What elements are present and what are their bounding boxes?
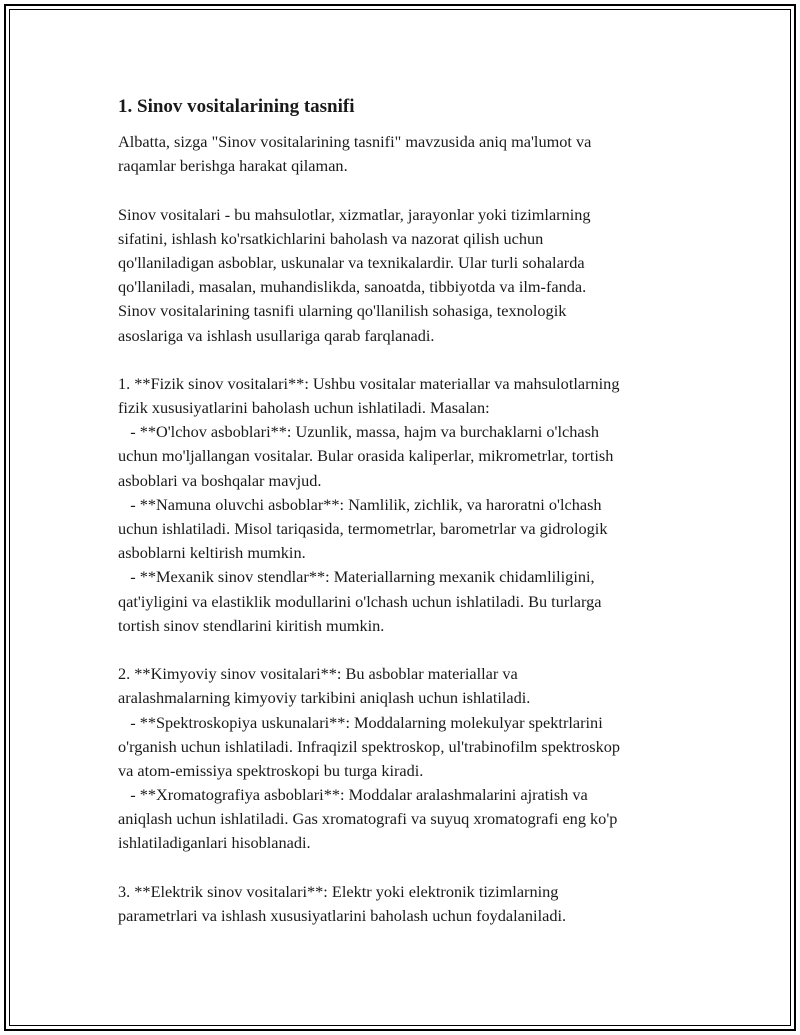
paragraph-gap — [118, 638, 698, 662]
text-line: aniqlash uchun ishlatiladi. Gas xromatografi va suyuq xromatografi eng ko'p — [118, 809, 618, 829]
text-line: parametrlari va ishlash xususiyatlarini baholash uchun foydalaniladi. — [118, 906, 567, 925]
text-line: - **Xromatografiya asboblari**: Moddalar aralashmalarini ajratish va — [118, 785, 588, 805]
text-line: asboblari va boshqalar mavjud. — [118, 470, 322, 490]
text-line: uchun mo'ljallangan vositalar. Bular orasida kaliperlar, mikrometrlar, tortish — [118, 446, 614, 466]
paragraph-gap — [118, 348, 698, 372]
text-line: - **Namuna oluvchi asboblar**: Namlilik, zichlik, va haroratni o'lchash — [118, 494, 602, 514]
text-line: - **O'lchov asboblari**: Uzunlik, massa, hajm va burchaklarni o'lchash — [118, 422, 600, 442]
text-line: qo'llaniladigan asboblar, uskunalar va texnikalardir. Ular turli sohalarda — [118, 252, 585, 272]
text-line: asboblarni keltirish mumkin. — [118, 543, 306, 563]
text-line: ishlatiladiganlari hisoblanadi. — [118, 833, 311, 853]
document-body — [118, 95, 698, 928]
paragraph-chemical-tools — [118, 662, 698, 856]
paragraph-gap — [118, 856, 698, 880]
text-line: aralashmalarning kimyoviy tarkibini aniqlash uchun ishlatiladi. — [118, 688, 531, 708]
text-line: Albatta, sizga "Sinov vositalarining tasnifi" mavzusida aniq ma'lumot va — [118, 132, 592, 151]
text-line: - **Spektroskopiya uskunalari**: Moddalarning molekulyar spektrlarini — [118, 712, 603, 732]
text-line: 3. **Elektrik sinov vositalari**: Elektr yoki elektronik tizimlarning — [118, 881, 559, 901]
paragraph-definition — [118, 203, 698, 348]
text-line: o'rganish uchun ishlatiladi. Infraqizil spektroskop, ul'trabinofilm spektroskop — [118, 736, 621, 756]
text-line: sifatini, ishlash ko'rsatkichlarini baholash va nazorat qilish uchun — [118, 228, 544, 248]
text-line: tortish sinov stendlarini kiritish mumkin. — [118, 615, 385, 635]
text-line: raqamlar berishga harakat qilaman. — [118, 156, 348, 176]
text-line: uchun ishlatiladi. Misol tariqasida, termometrlar, barometrlar va gidrologik — [118, 519, 608, 538]
text-line: 1. **Fizik sinov vositalari**: Ushbu vositalar materiallar va mahsulotlarning — [118, 373, 620, 393]
paragraph-intro — [118, 130, 698, 178]
text-line: va atom-emissiya spektroskopi bu turga kiradi. — [118, 760, 424, 780]
text-line: - **Mexanik sinov stendlar**: Materiallarning mexanik chidamliligini, — [118, 567, 595, 587]
paragraph-physical-tools — [118, 372, 698, 638]
text-line: Sinov vositalari - bu mahsulotlar, xizmatlar, jarayonlar yoki tizimlarning — [118, 204, 591, 224]
text-line: 2. **Kimyoviy sinov vositalari**: Bu asboblar materiallar va — [118, 664, 518, 684]
paragraph-gap — [118, 178, 698, 202]
text-line: qat'iyligini va elastiklik modullarini o'lchash uchun ishlatiladi. Bu turlarga — [118, 591, 602, 611]
text-line: qo'llaniladi, masalan, muhandislikda, sanoatda, tibbiyotda va ilm-fanda. — [118, 277, 587, 297]
text-line: fizik xususiyatlarini baholash uchun ishlatiladi. Masalan: — [118, 398, 490, 418]
text-line: asoslariga va ishlash usullariga qarab farqlanadi. — [118, 325, 435, 345]
paragraph-electrical-tools — [118, 880, 698, 928]
text-line: Sinov vositalarining tasnifi ularning qo'llanilish sohasiga, texnologik — [118, 301, 567, 321]
section-title: 1. Sinov vositalarining tasnifi — [118, 96, 355, 117]
